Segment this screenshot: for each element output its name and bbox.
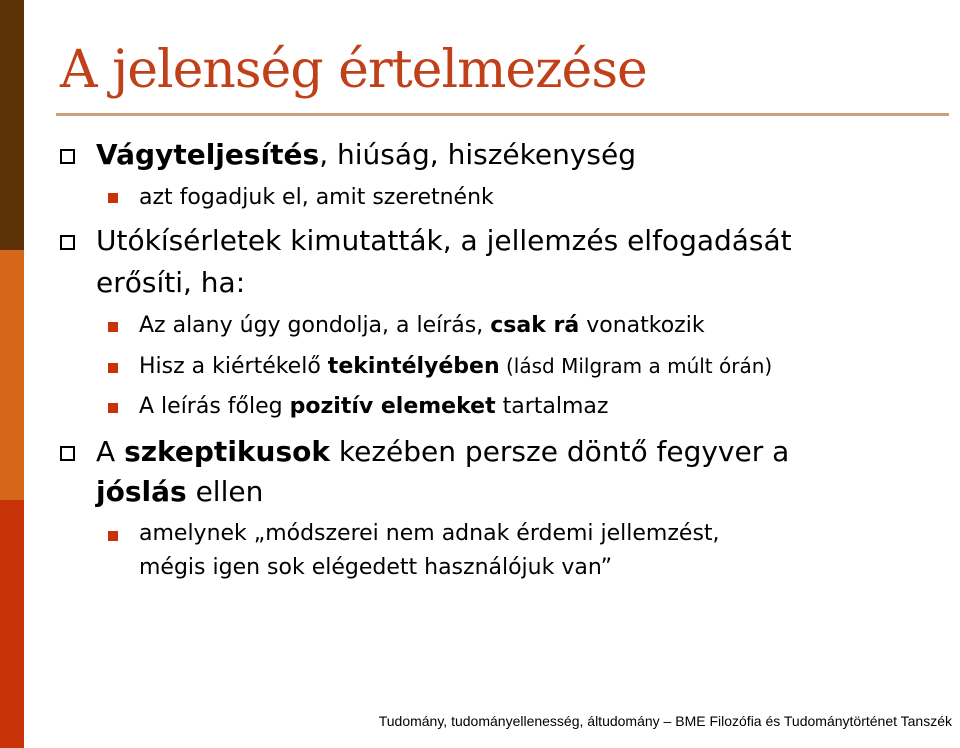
hollow-square-bullet-icon [60, 235, 75, 250]
square-bullet-icon [108, 193, 118, 203]
bullet-2-sub-3 [139, 394, 608, 419]
bullet-3-line-2-text: ellen [186, 475, 264, 508]
bullet-2-sub-2-text-b: (lásd Milgram a múlt órán) [499, 354, 773, 378]
bullet-1-text: , hiúság, hiszékenység [319, 138, 636, 171]
bullet-3-bold: szkeptikusok [124, 435, 330, 468]
bullet-3-line-1 [96, 435, 789, 468]
bullet-1 [96, 138, 636, 171]
square-bullet-icon [108, 531, 118, 541]
side-bar-orange [0, 250, 24, 500]
bullet-1-sub-1 [139, 185, 494, 210]
bullet-2-sub-3-bold: pozitív elemeket [289, 394, 496, 419]
footer-text: Tudomány, tudományellenesség, áltudomány – BME Filozófia és Tudománytörténet Tanszék [378, 713, 952, 729]
bullet-2-sub-1-text-a: Az alany úgy gondolja, a leírás, [139, 313, 491, 338]
title-divider [56, 113, 949, 116]
bullet-2-line-2: erősíti, ha: [96, 266, 246, 299]
side-bar-red [0, 500, 24, 748]
bullet-3-sub-1-line-2: mégis igen sok elégedett használójuk van” [139, 555, 612, 580]
bullet-2-sub-2 [139, 354, 772, 379]
square-bullet-icon [108, 322, 118, 332]
slide-title: A jelenség értelmezése [60, 40, 647, 100]
bullet-3-sub-1-line-1: amelynek „módszerei nem adnak érdemi jellemzést, [139, 521, 720, 546]
side-bar-dark [0, 0, 24, 250]
square-bullet-icon [108, 363, 118, 373]
bullet-2-sub-1-text-b: vonatkozik [579, 313, 705, 338]
bullet-3-text-b: kezében persze döntő fegyver a [330, 435, 790, 468]
bullet-3-text-a: A [96, 435, 125, 468]
bullet-2-sub-2-text-a: Hisz a kiértékelő [139, 354, 328, 379]
bullet-1-sub-1-text: azt fogadjuk el, amit szeretnénk [139, 185, 494, 210]
bullet-2-sub-3-text-b: tartalmaz [495, 394, 609, 419]
square-bullet-icon [108, 403, 118, 413]
bullet-2-sub-2-bold: tekintélyében [327, 354, 500, 379]
bullet-2-sub-1 [139, 313, 705, 338]
hollow-square-bullet-icon [60, 446, 75, 461]
bullet-2-sub-3-text-a: A leírás főleg [139, 394, 290, 419]
bullet-3-line-2 [96, 475, 263, 508]
bullet-2-sub-1-bold: csak rá [490, 313, 580, 338]
bullet-3-line-2-bold: jóslás [96, 475, 187, 508]
bullet-2-line-1: Utókísérletek kimutatták, a jellemzés elfogadását [96, 224, 792, 257]
bullet-1-bold: Vágyteljesítés [96, 138, 320, 171]
hollow-square-bullet-icon [60, 149, 75, 164]
